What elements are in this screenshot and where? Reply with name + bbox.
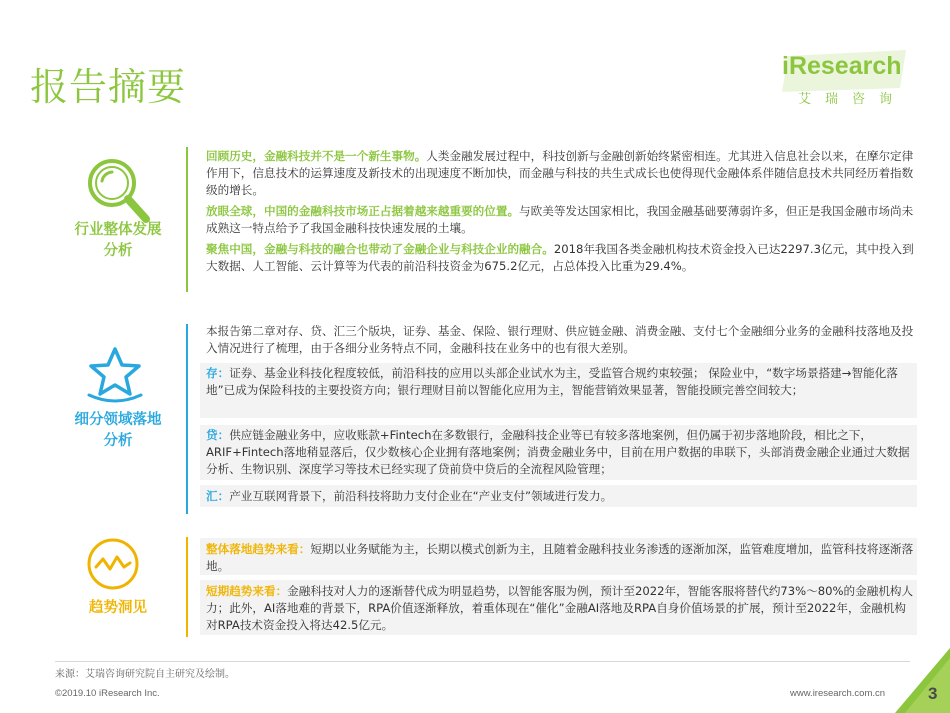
trend-wave-icon <box>86 537 140 591</box>
section-label-segments: 细分领域落地 分析 <box>74 412 162 449</box>
section-label-trends: 趋势洞见 <box>89 600 147 616</box>
segment-dai: 贷：供应链金融业务中，应收账款+Fintech在多数银行，金融科技企业等已有较多落地案例，但仍属于初步落地阶段，相比之下，ARIF+Fintech落地稍显落后，仅少数核心企业拥有落地案例；消费金融业务中，目前在用户数据的串联下，头部消费金融企业通过大数据分析、生物识别、深度学习等技术已经实现了贷前贷中贷后的全流程风险管理； <box>206 428 910 476</box>
page-number: 3 <box>928 684 938 703</box>
segment-hui: 汇：产业互联网背景下，前沿科技将助力支付企业在“产业支付”领域进行发力。 <box>206 489 613 503</box>
section-divider <box>186 147 188 292</box>
page-corner-decoration <box>895 648 950 713</box>
section-body-industry: 回顾历史，金融科技并不是一个新生事物。人类金融发展过程中，科技创新与金融创新始终紧密相连。尤其进入信息社会以来，在摩尔定律作用下，信息技术的运算速度及新技术的出现速度不断加快，而金融与科技的共生式成长也使得现代金融体系伴随信息技术共同经历着指数级的增长。 放眼全球，中国的金融科技市场正占据着越来越重要的位置。与欧美等发达国家相比，我国金融基础要薄弱许多，但正是我国金融市场尚未成熟这一特点给予了我国金融科技快速发展的土壤。 聚焦中国，金融与科技的融合也带动了金融企业与科技企业的融合。2018年我国各类金融机构技术资金投入已达2297.3亿元，其中投入到大数据、人工智能、云计算等为代表的前沿科技资金为675.2亿元，占总体投入比重为29.4%。 <box>206 149 914 273</box>
website-url: www.iresearch.com.cn <box>790 688 886 699</box>
trend-short-term: 短期趋势来看：金融科技对人力的逐渐替代成为明显趋势，以智能客服为例，预计至2022年，智能客服将替代约73%～80%的金融机构人力；此外，AI落地难的背景下，RPA价值逐渐释放，着重体现在“催化”金融AI落地及RPA自身价值场景的扩展，预计至2022年，金融机构对RPA技术资金投入将达42.5亿元。 <box>206 584 914 632</box>
section-intro-segments: 本报告第二章对存、贷、汇三个版块，证券、基金、保险、银行理财、供应链金融、消费金融、支付七个金融细分业务的金融科技落地及投入情况进行了梳理，由于各细分业务特点不同，金融科技在业务中的也有很大差别。 <box>206 324 914 355</box>
logo-subtitle: 艾瑞咨询 <box>798 92 907 107</box>
page-title: 报告摘要 <box>30 65 187 109</box>
logo-text: iResearch <box>782 52 902 80</box>
section-divider <box>186 537 188 637</box>
star-icon <box>85 343 145 403</box>
section-label-industry: 行业整体发展 分析 <box>74 222 162 259</box>
magnifier-icon <box>82 155 152 225</box>
copyright: ©2019.10 iResearch Inc. <box>55 688 160 699</box>
footer-divider <box>55 661 910 662</box>
trend-overall: 整体落地趋势来看：短期以业务赋能为主，长期以模式创新为主，且随着金融科技业务渗透的逐渐加深，监管难度增加，监管科技将逐渐落地。 <box>206 542 914 573</box>
source-note: 来源：艾瑞咨询研究院自主研究及绘制。 <box>55 669 235 680</box>
section-divider <box>186 324 188 514</box>
segment-cun: 存：证券、基金业科技化程度较低，前沿科技的应用以头部企业试水为主，受监管合规约束较强； 保险业中，“数字场景搭建→智能化落地”已成为保险科技的主要投资方向；银行理财目前以智能化应用为主，智能营销效果显著，智能投顾完善空间较大； <box>206 366 898 397</box>
